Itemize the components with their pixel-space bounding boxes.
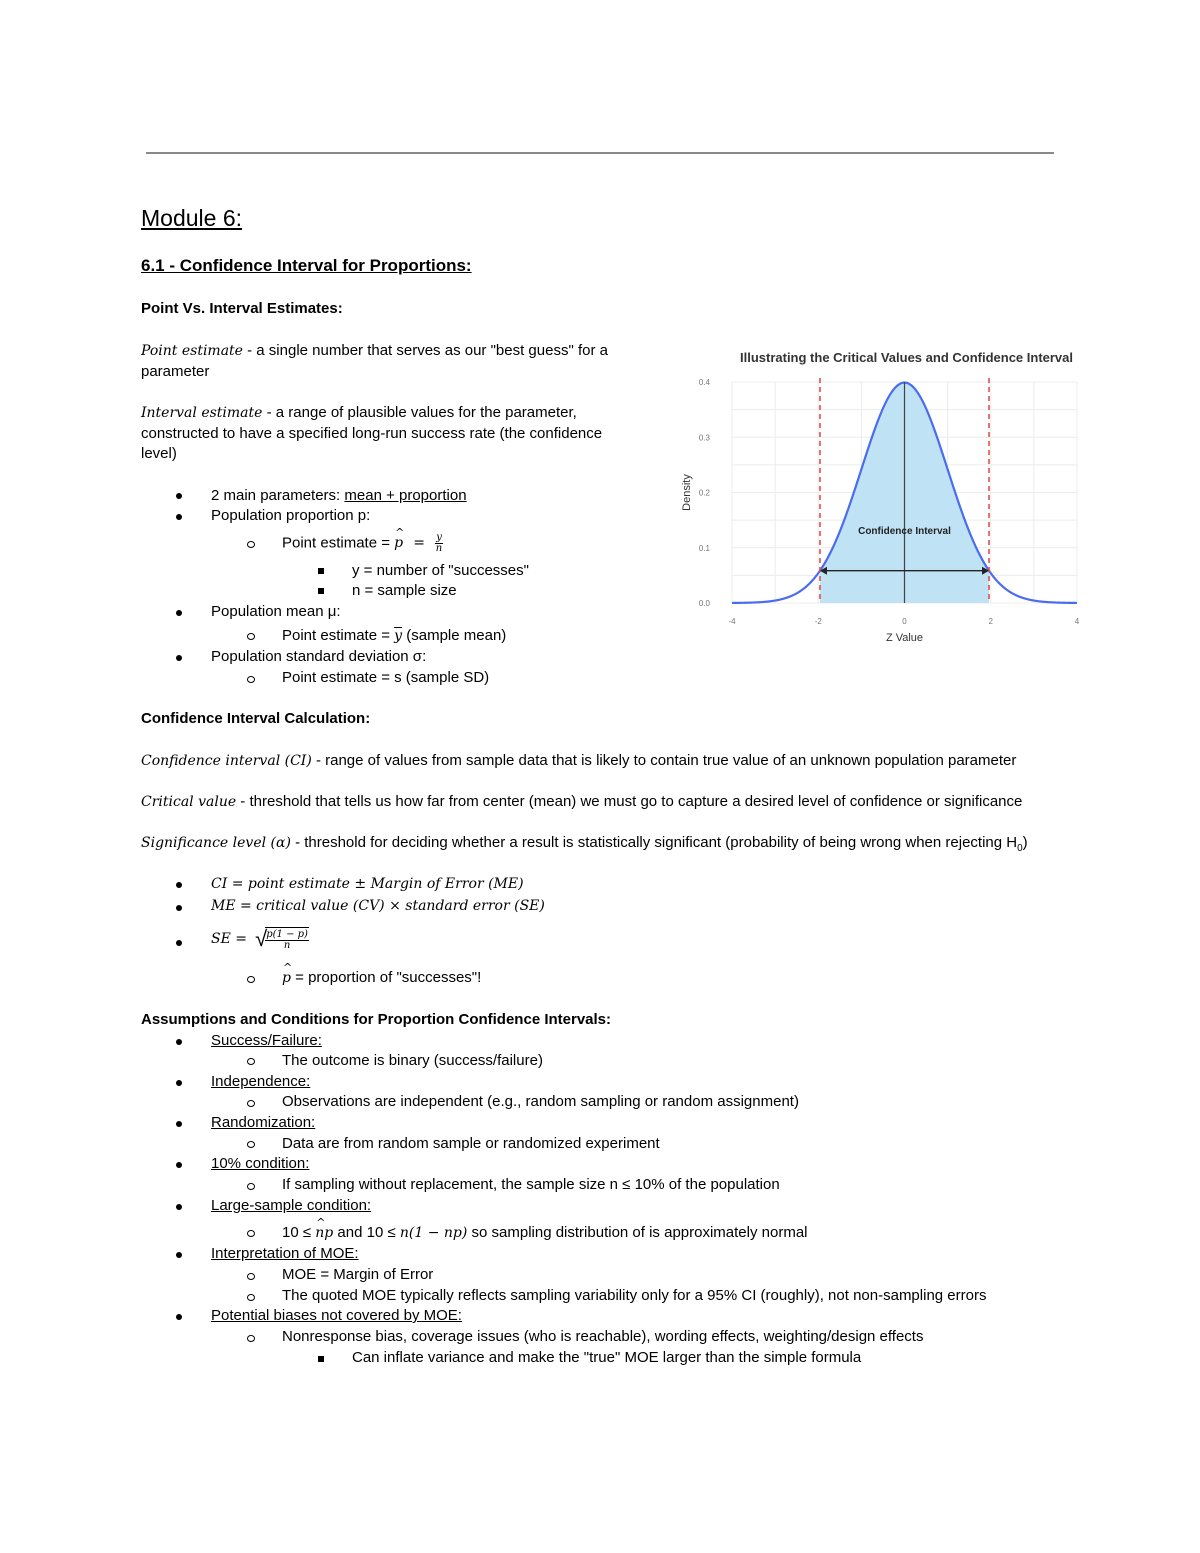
bullet-main-parameters: 2 main parameters: mean + proportion — [211, 487, 467, 504]
ci-calc-heading: Confidence Interval Calculation: — [141, 710, 371, 727]
sub-bullet — [247, 633, 255, 640]
assumption-detail: Nonresponse bias, coverage issues (who is reachable), wording effects, weighting/design effects — [282, 1328, 924, 1345]
bullet — [176, 1252, 182, 1258]
cv-term: Critical value — [141, 794, 237, 810]
assumption-success-failure: Success/Failure: — [211, 1032, 322, 1049]
sub-bullet — [247, 976, 255, 983]
ci-term: Confidence interval (CI) — [141, 753, 312, 769]
assumption-moe: Interpretation of MOE: — [211, 1245, 359, 1262]
assumption-detail: Observations are independent (e.g., random sampling or random assignment) — [282, 1093, 799, 1110]
large-sample-condition: 10 ≤ ^ np and 10 ≤ n(1 − np) so sampling distribution of is approximately normal — [282, 1223, 808, 1244]
bullet-population-proportion: Population proportion p: — [211, 507, 371, 524]
bullet — [176, 1039, 182, 1045]
x-tick-label: -2 — [814, 617, 822, 626]
sig-definition: Significance level (α) - threshold for deciding whether a result is statistically significant (probability of being wrong when rejecting $H_0$) — [141, 834, 1028, 854]
sub-bullet — [247, 1058, 255, 1065]
y-axis-label: Density — [681, 474, 693, 511]
sqrt-icon: √ — [255, 926, 268, 951]
confidence-interval-chart — [672, 340, 1102, 650]
formula-me: ME = critical value (CV) × standard error (SE) — [211, 898, 545, 914]
y-tick-label: 0.1 — [698, 543, 710, 553]
section-title: 6.1 - Confidence Interval for Proportions: — [141, 256, 472, 275]
sig-term: Significance level (α) — [141, 835, 291, 851]
bullet — [176, 1080, 182, 1086]
y-definition: y = number of "successes" — [352, 562, 529, 579]
assumption-detail: The outcome is binary (success/failure) — [282, 1052, 543, 1069]
assumption-biases: Potential biases not covered by MOE: — [211, 1307, 462, 1324]
cv-definition: Critical value - threshold that tells us how far from center (mean) we must go to capture a desired level of confidence or significance — [141, 793, 1023, 810]
point-vs-interval-heading: Point Vs. Interval Estimates: — [141, 300, 343, 317]
sub-sub-bullet — [318, 568, 324, 574]
assumption-detail: MOE = Margin of Error — [282, 1266, 434, 1283]
sub-bullet — [247, 1100, 255, 1107]
bullet — [176, 1204, 182, 1210]
ci-annotation: Confidence Interval — [858, 525, 951, 537]
interval-estimate-def-cont2: level) — [141, 445, 177, 462]
sub-bullet — [247, 1294, 255, 1301]
assumption-large-sample: Large-sample condition: — [211, 1197, 372, 1214]
p-hat-definition: ^ p = proportion of "successes"! — [282, 968, 481, 989]
n-definition: n = sample size — [352, 582, 457, 599]
x-tick-label: 2 — [988, 617, 993, 626]
interval-estimate-def: Interval estimate - a range of plausible values for the parameter, — [141, 404, 577, 421]
sub-bullet — [247, 1335, 255, 1342]
bullet — [176, 493, 182, 499]
bullet-population-sd: Population standard deviation σ: — [211, 648, 427, 665]
y-tick-label: 0.3 — [698, 433, 710, 443]
bullet — [176, 610, 182, 616]
sub-bullet — [247, 1141, 255, 1148]
point-estimate-def: Point estimate - a single number that serves as our "best guess" for a — [141, 342, 608, 359]
x-tick-label: 4 — [1074, 617, 1080, 626]
bullet-population-mean: Population mean μ: — [211, 603, 341, 620]
module-title: Module 6: — [141, 205, 243, 231]
sub-bullet — [247, 1230, 255, 1237]
sub-bullet — [247, 1183, 255, 1190]
top-divider — [146, 152, 1054, 154]
sub-sub-bullet — [318, 588, 324, 594]
sub-bullet — [247, 676, 255, 683]
formula-ci: CI = point estimate ± Margin of Error (ME) — [211, 876, 524, 892]
bullet — [176, 1314, 182, 1320]
sd-point-estimate: Point estimate = s (sample SD) — [282, 669, 490, 686]
interval-estimate-def-cont: constructed to have a specified long-run success rate (the confidence — [141, 425, 603, 442]
point-estimate-def-cont: parameter — [141, 363, 210, 380]
assumption-independence: Independence: — [211, 1073, 311, 1090]
sub-sub-bullet — [318, 1356, 324, 1362]
sub-bullet — [247, 541, 255, 548]
interval-estimate-term: Interval estimate — [141, 405, 263, 421]
proportion-point-estimate: Point estimate = ^ p = $\frac{y}{n}$ — [282, 533, 443, 554]
y-tick-label: 0.4 — [698, 378, 710, 387]
assumption-detail: Data are from random sample or randomized experiment — [282, 1135, 660, 1152]
mean-proportion-link[interactable]: mean + proportion — [344, 487, 467, 504]
y-tick-label: 0.2 — [698, 488, 710, 498]
point-estimate-term: Point estimate — [141, 343, 243, 359]
y-tick-label: 0.0 — [698, 599, 710, 608]
assumptions-heading: Assumptions and Conditions for Proportion Confidence Intervals: — [141, 1011, 612, 1028]
bullet — [176, 514, 182, 520]
assumption-detail: The quoted MOE typically reflects sampling variability only for a 95% CI (roughly), not non-sampling errors — [282, 1287, 987, 1304]
bullet — [176, 655, 182, 661]
bullet — [176, 905, 182, 911]
assumption-randomization: Randomization: — [211, 1114, 316, 1131]
x-tick-label: 0 — [902, 617, 907, 626]
ci-definition: Confidence interval (CI) - range of values from sample data that is likely to contain true value of an unknown population parameter — [141, 752, 1017, 769]
formula-se: SE = √ $\frac{p(1 - p)}{n}$ — [211, 926, 308, 951]
bullet — [176, 940, 182, 946]
chart-title: Illustrating the Critical Values and Confidence Interval — [739, 350, 1074, 365]
x-tick-label: -4 — [728, 617, 736, 626]
bullet — [176, 882, 182, 888]
bullet — [176, 1121, 182, 1127]
sub-bullet — [247, 1273, 255, 1280]
assumption-detail: Can inflate variance and make the "true" MOE larger than the simple formula — [352, 1349, 862, 1366]
bullet — [176, 1162, 182, 1168]
mean-point-estimate: Point estimate = $\overline{y}$ (sample mean) — [282, 627, 507, 644]
x-axis-label: Z Value — [885, 632, 924, 644]
assumption-10-percent: 10% condition: — [211, 1155, 310, 1172]
assumption-detail: If sampling without replacement, the sample size n ≤ 10% of the population — [282, 1176, 780, 1193]
